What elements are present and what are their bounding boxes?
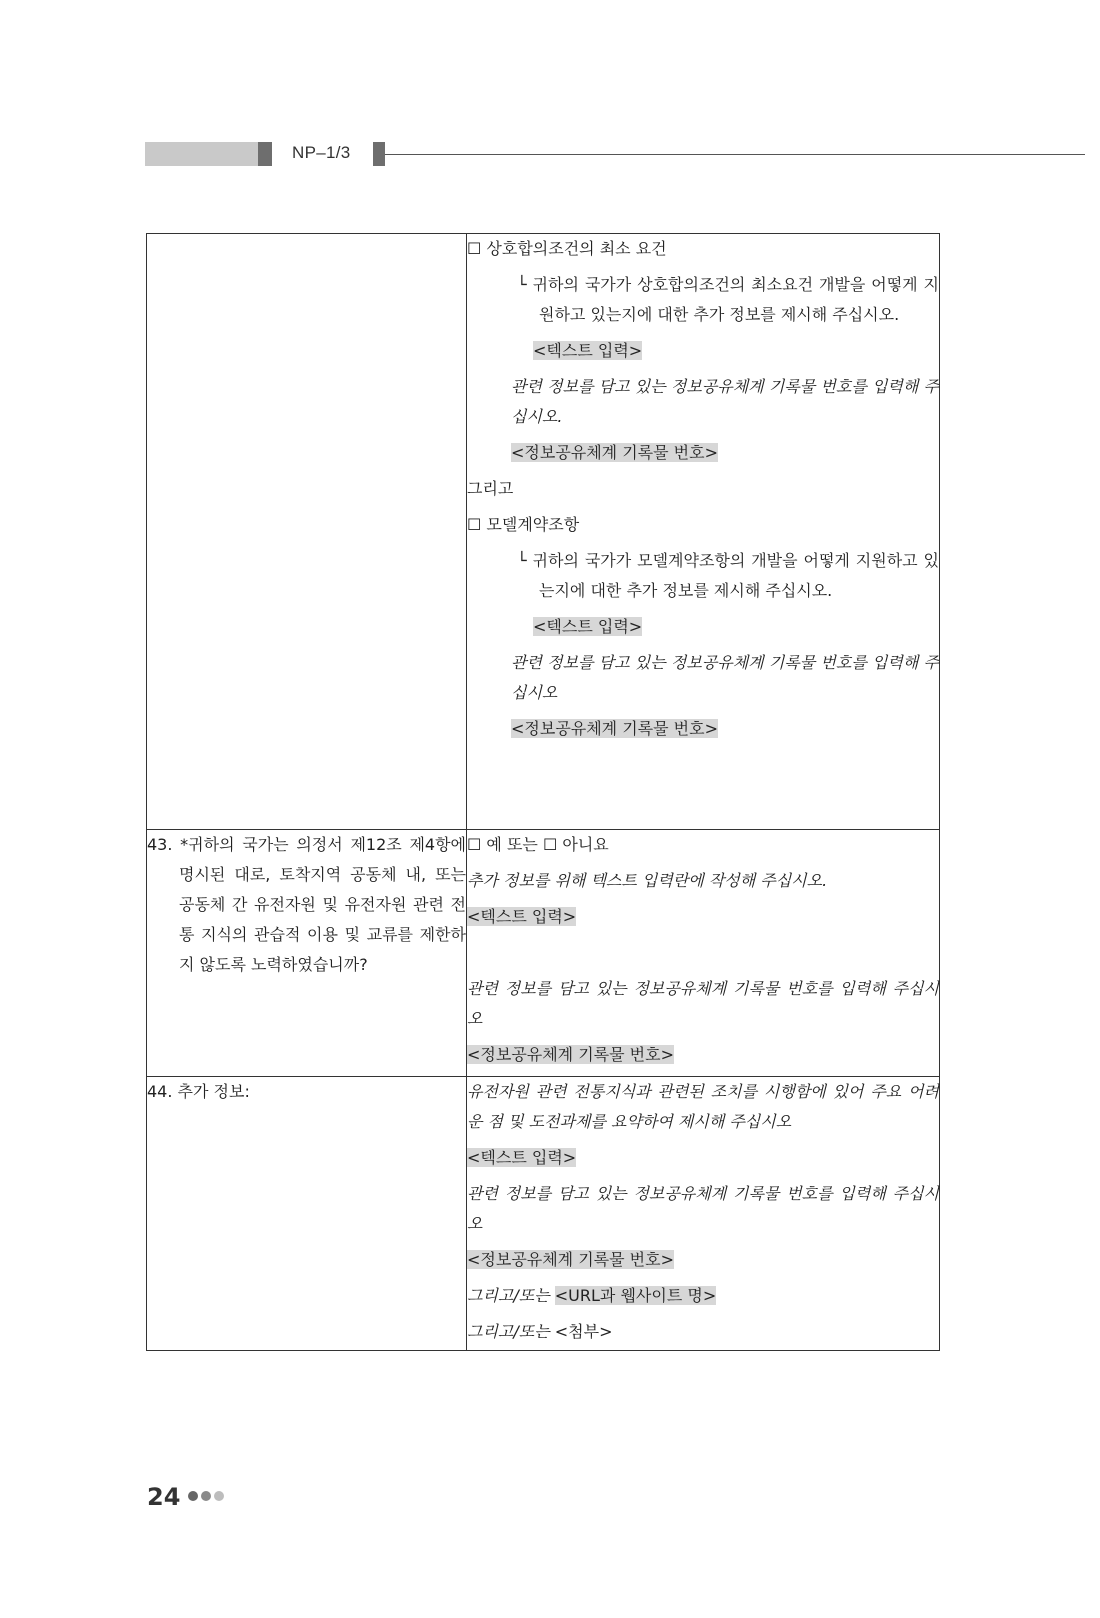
text-input-field[interactable]: <텍스트 입력> <box>467 1148 577 1167</box>
record-prompt: 관련 정보를 담고 있는 정보공유체계 기록물 번호를 입력해 주십시오 <box>467 1184 939 1233</box>
record-number-field[interactable]: <정보공유체계 기록물 번호> <box>467 1045 675 1064</box>
checkbox-model-clauses[interactable]: ☐ 모델계약조항 <box>467 515 580 534</box>
table-row <box>147 1077 940 1351</box>
record-prompt: 관련 정보를 담고 있는 정보공유체계 기록물 번호를 입력해 주십시오 <box>467 979 939 1028</box>
record-prompt: 관련 정보를 담고 있는 정보공유체계 기록물 번호를 입력해 주십시오 <box>511 653 939 702</box>
additional-info-prompt: 추가 정보를 위해 텍스트 입력란에 작성해 주십시오. <box>467 871 828 890</box>
header-gray-bar <box>145 142 258 166</box>
page-number: 24 <box>147 1483 181 1511</box>
and-label: 그리고 <box>467 479 514 498</box>
page-dot-icon <box>214 1491 224 1501</box>
question-cell <box>147 830 467 1077</box>
question-44: 44. 추가 정보: <box>147 1082 250 1101</box>
challenges-prompt: 유전자원 관련 전통지식과 관련된 조치를 시행함에 있어 주요 어려운 점 및 도전과제를 요약하여 제시해 주십시오 <box>467 1082 939 1131</box>
sub-question: └ 귀하의 국가가 모델계약조항의 개발을 어떻게 지원하고 있는지에 대한 추가 정보를 제시해 주십시오. <box>517 551 939 600</box>
table-row <box>147 830 940 1077</box>
question-43: 43. *귀하의 국가는 의정서 제12조 제4항에 명시된 대로, 토착지역 공동체 내, 또는 공동체 간 유전자원 및 유전자원 관련 전통 지식의 관습적 이용 및 교류를 제한하지 않도록 노력하였습니까? <box>147 835 466 974</box>
answer-cell <box>467 830 940 1077</box>
record-prompt: 관련 정보를 담고 있는 정보공유체계 기록물 번호를 입력해 주십시오. <box>511 377 939 426</box>
text-input-field[interactable]: <텍스트 입력> <box>467 907 577 926</box>
and-or-label: 그리고/또는 <box>467 1286 550 1305</box>
page-dot-icon <box>188 1491 198 1501</box>
header-dark-square-right <box>373 142 385 166</box>
header-dark-square <box>258 142 272 166</box>
sub-question: └ 귀하의 국가가 상호합의조건의 최소요건 개발을 어떻게 지원하고 있는지에 대한 추가 정보를 제시해 주십시오. <box>517 275 939 324</box>
text-input-field[interactable]: <텍스트 입력> <box>533 617 643 636</box>
record-number-field[interactable]: <정보공유체계 기록물 번호> <box>467 1250 675 1269</box>
record-number-field[interactable]: <정보공유체계 기록물 번호> <box>511 443 719 462</box>
url-field[interactable]: <URL과 웹사이트 명> <box>554 1286 717 1305</box>
question-cell-empty <box>147 234 467 830</box>
answer-cell <box>467 234 940 830</box>
answer-cell <box>467 1077 940 1351</box>
record-number-field[interactable]: <정보공유체계 기록물 번호> <box>511 719 719 738</box>
text-input-field[interactable]: <텍스트 입력> <box>533 341 643 360</box>
page-dot-icon <box>201 1491 211 1501</box>
question-cell <box>147 1077 467 1351</box>
checkbox-mat-minimum[interactable]: ☐ 상호합의조건의 최소 요건 <box>467 239 667 258</box>
header-rule <box>385 154 1085 155</box>
and-or-label: 그리고/또는 <box>467 1322 550 1341</box>
table-row <box>147 234 940 830</box>
attachment-field[interactable]: <첨부> <box>554 1322 613 1341</box>
questionnaire-table <box>146 233 940 1351</box>
yes-no-checkboxes[interactable]: ☐ 예 또는 ☐ 아니요 <box>467 835 609 854</box>
header-code: NP–1/3 <box>292 143 351 162</box>
